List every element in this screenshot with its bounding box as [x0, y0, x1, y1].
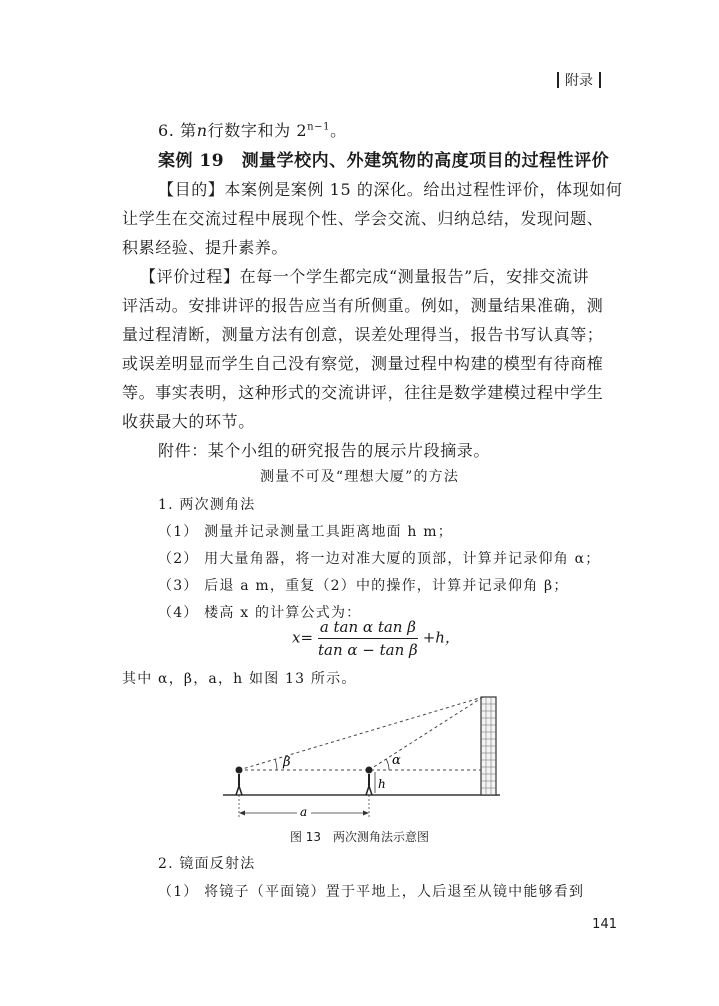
- case-title: 案例 19 测量学校内、外建筑物的高度项目的过程性评价: [158, 151, 610, 171]
- item6-line: [158, 118, 347, 141]
- formula-lhs: x=: [292, 628, 314, 647]
- alpha-label: α: [392, 753, 401, 768]
- process-line-1: 【评价过程】在每一个学生都完成“测量报告”后，安排交流讲: [140, 267, 590, 286]
- appendix-intro: 附件：某个小组的研究报告的展示片段摘录。: [158, 441, 491, 460]
- figure-caption: 图 13 两次测角法示意图: [289, 830, 430, 844]
- sight-line-beta: [239, 697, 483, 770]
- header-bar-right: [599, 72, 601, 88]
- page-number: 141: [592, 917, 617, 932]
- item6-middle: 行数字和为 2: [207, 121, 308, 140]
- purpose-line-3: 积累经验、提升素养。: [122, 238, 289, 257]
- formula-numerator: a tan α tan β: [318, 618, 418, 639]
- method1-step1: （1） 测量并记录测量工具距离地面 h m；: [158, 524, 453, 540]
- item6-prefix: 6. 第: [158, 121, 197, 140]
- report-title: 测量不可及“理想大厦”的方法: [259, 469, 460, 485]
- where-line: 其中 α，β，a，h 如图 13 所示。: [122, 671, 357, 687]
- method2-step1: （1） 将镜子（平面镜）置于平地上，人后退至从镜中能够看到: [158, 884, 585, 900]
- a-arrow-right: [363, 811, 369, 816]
- process-line-6: 收获最大的环节。: [122, 412, 255, 431]
- height-formula: [292, 618, 460, 659]
- header-section: 附录: [565, 73, 593, 89]
- method1-title: 1. 两次测角法: [158, 497, 256, 513]
- formula-fraction: [318, 618, 418, 659]
- item6-n: n: [196, 121, 208, 140]
- method1-step3: （3） 后退 a m，重复（2）中的操作，计算并记录仰角 β；: [158, 578, 569, 594]
- a-label: a: [300, 805, 308, 819]
- alpha-arc: [386, 759, 389, 770]
- a-arrow-left: [239, 811, 245, 816]
- purpose-line-1: 【目的】本案例是案例 15 的深化。给出过程性评价，体现如何: [158, 180, 623, 199]
- beta-arc: [275, 759, 277, 770]
- method1-step2: （2） 用大量角器，将一边对准大厦的顶部，计算并记录仰角 α；: [158, 551, 601, 567]
- beta-label: β: [283, 755, 291, 770]
- process-line-4: 或误差明显而学生自己没有察觉，测量过程中构建的模型有待商榷: [122, 354, 604, 373]
- formula-denominator: tan α − tan β: [318, 641, 418, 659]
- person-1-icon: [236, 767, 243, 796]
- purpose-line-2: 让学生在交流过程中展现个性、学会交流、归纳总结，发现问题、: [122, 209, 604, 228]
- formula-tail: +h，: [422, 628, 460, 647]
- figure-13: [215, 692, 505, 822]
- header-bar-left: [557, 72, 559, 88]
- method2-title: 2. 镜面反射法: [158, 856, 256, 872]
- running-header: [551, 70, 607, 90]
- item6-exponent: n−1: [307, 121, 331, 133]
- item6-end: 。: [330, 121, 347, 140]
- process-line-5: 等。事实表明，这种形式的交流讲评，往往是数学建模过程中学生: [122, 383, 604, 402]
- h-label: h: [378, 777, 386, 791]
- method1-step4: （4） 楼高 x 的计算公式为：: [158, 605, 362, 621]
- person-2-icon: [366, 767, 373, 796]
- process-line-3: 量过程清断，测量方法有创意，误差处理得当，报告书写认真等；: [122, 325, 604, 344]
- process-line-2: 评活动。安排讲评的报告应当有所侧重。例如，测量结果准确，测: [122, 296, 604, 315]
